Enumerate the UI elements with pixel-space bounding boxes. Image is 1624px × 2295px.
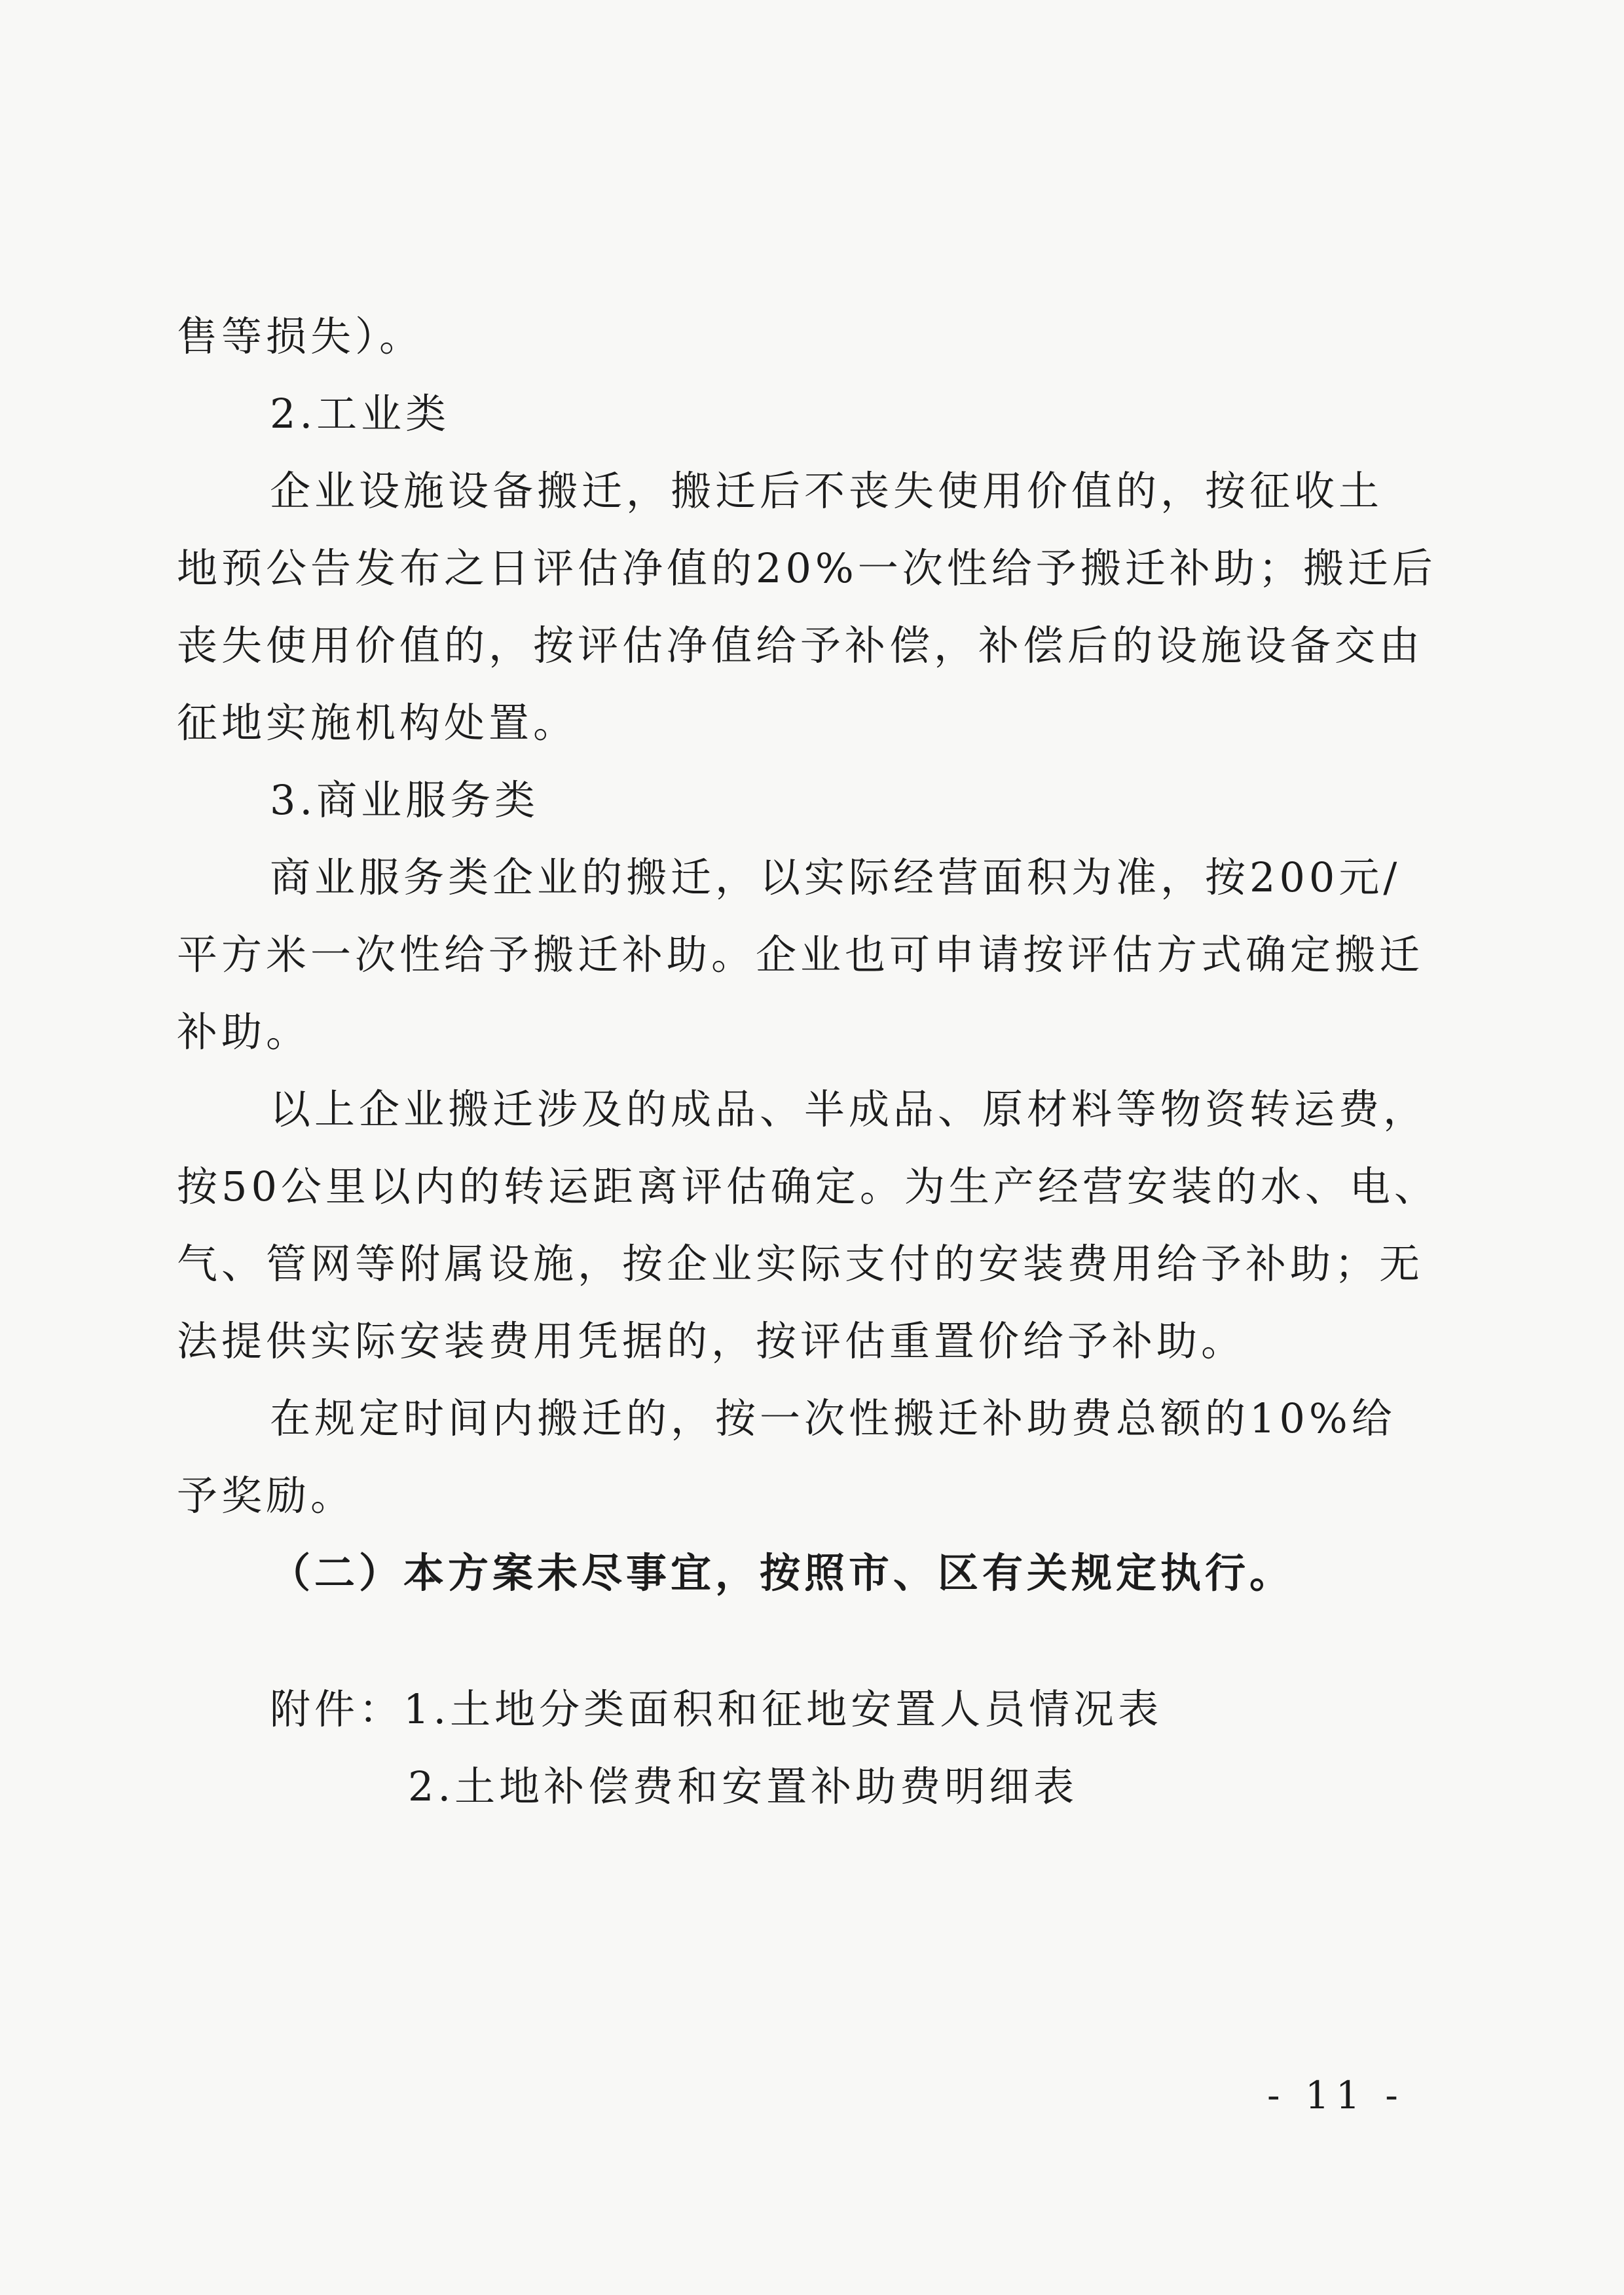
annex-item-1: 附件：1.土地分类面积和征地安置人员情况表 [270,1685,1163,1733]
body-line-8: 商业服务类企业的搬迁，以实际经营面积为准，按200元/ [270,853,1401,901]
body-line-9: 平方米一次性给予搬迁补助。企业也可申请按评估方式确定搬迁 [177,931,1424,979]
body-line-13: 气、管网等附属设施，按企业实际支付的安装费用给予补助；无 [177,1240,1424,1288]
body-line-11: 以上企业搬迁涉及的成品、半成品、原材料等物资转运费， [270,1085,1428,1133]
body-line-6: 征地实施机构处置。 [177,699,578,747]
page-number: - 11 - [1267,2073,1405,2118]
document-body [177,298,1439,1825]
body-line-3: 企业设施设备搬迁，搬迁后不丧失使用价值的，按征收土 [270,467,1384,515]
body-line-12: 按50公里以内的转运距离评估确定。为生产经营安装的水、电、 [177,1163,1439,1210]
body-line-1: 售等损失）。 [177,312,424,360]
annex-item-2: 2.土地补偿费和安置补助费明细表 [408,1763,1079,1810]
spacer [177,1612,1388,1671]
body-line-16: 予奖励。 [177,1472,356,1520]
body-line-14: 法提供实际安装费用凭据的，按评估重置价给予补助。 [177,1317,1246,1365]
body-line-5: 丧失使用价值的，按评估净值给予补偿，补偿后的设施设备交由 [177,622,1424,669]
body-line-15: 在规定时间内搬迁的，按一次性搬迁补助费总额的10%给 [270,1394,1396,1442]
section-heading-industrial: 2.工业类 [270,390,451,438]
body-line-10: 补助。 [177,1008,311,1056]
section-heading-supplementary: （二）本方案未尽事宜，按照市、区有关规定执行。 [270,1549,1295,1597]
body-line-4: 地预公告发布之日评估净值的20%一次性给予搬迁补助；搬迁后 [177,544,1437,592]
section-heading-commercial: 3.商业服务类 [270,776,540,824]
